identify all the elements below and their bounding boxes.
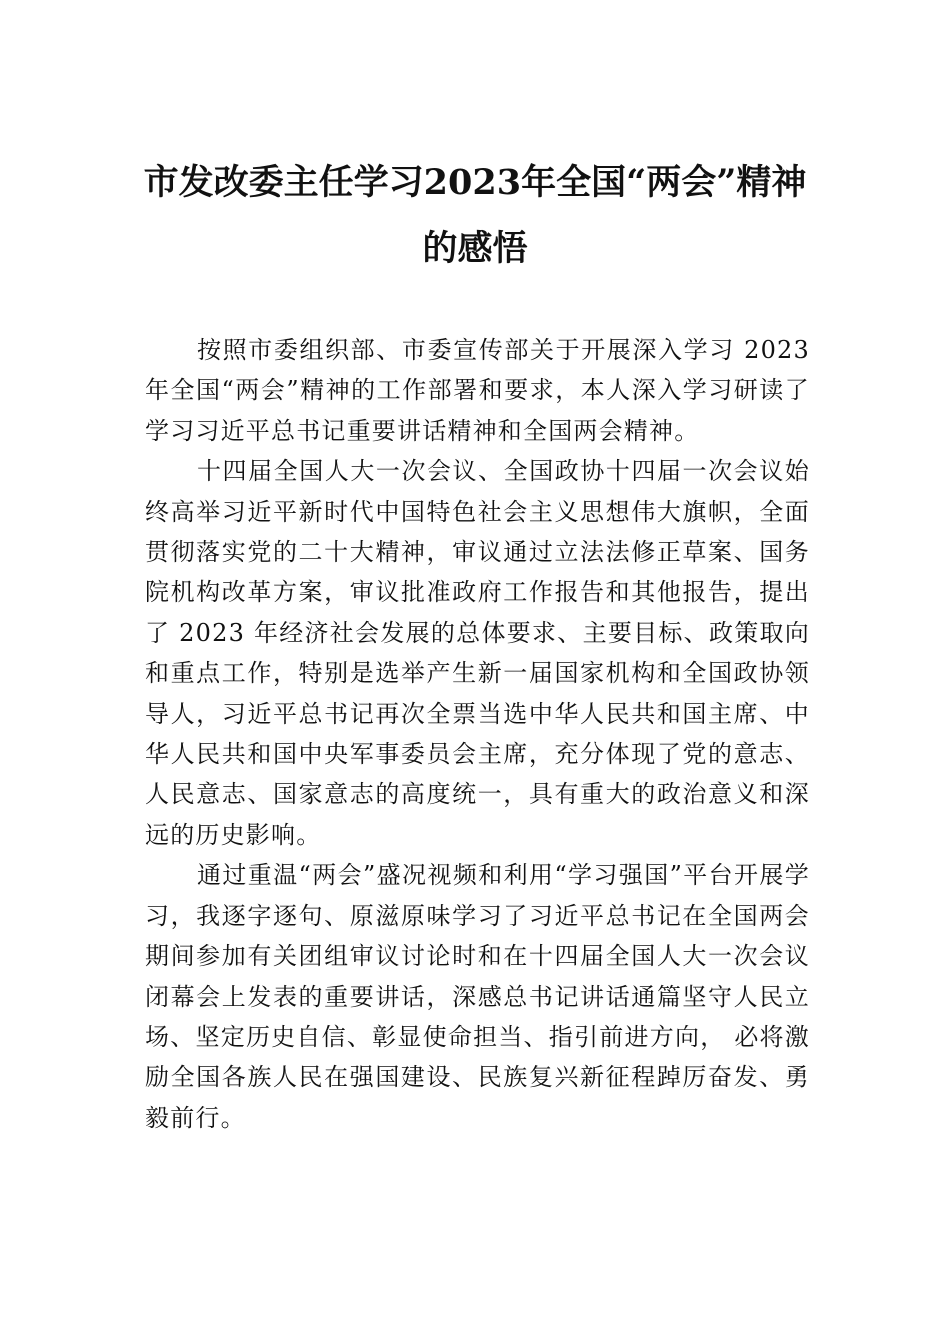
- paragraph-3: 通过重温“两会”盛况视频和利用“学习强国”平台开展学习，我逐字逐句、原滋原味学习了习近平总书记在全国两会期间参加有关团组审议讨论时和在十四届全国人大一次会议闭幕会上发表的重要讲话，深感总书记讲话通篇坚守人民立场、坚定历史自信、彰显使命担当、指引前进方向， 必将激励全国各族人民在强国建设、民族复兴新征程踔厉奋发、勇毅前行。: [145, 861, 810, 1132]
- paragraph-2: 十四届全国人大一次会议、全国政协十四届一次会议始终高举习近平新时代中国特色社会主义思想伟大旗帜，全面贯彻落实党的二十大精神，审议通过立法法修正草案、国务院机构改革方案，审议批准政府工作报告和其他报告，提出了 2023 年经济社会发展的总体要求、主要目标、政策取向和重点工作，特别是选举产生新一届国家机构和全国政协领导人，习近平总书记再次全票当选中华人民共和国主席、中华人民共和国中央军事委员会主席，充分体现了党的意志、人民意志、国家意志的高度统一，具有重大的政治意义和深远的历史影响。: [145, 457, 810, 849]
- document-title: 市发改委主任学习2023年全国“两会”精神的感悟: [143, 162, 807, 269]
- document-body: [145, 330, 810, 1138]
- paragraph-1: 按照市委组织部、市委宣传部关于开展深入学习 2023 年全国“两会”精神的工作部署和要求，本人深入学习研读了学习习近平总书记重要讲话精神和全国两会精神。: [145, 336, 810, 445]
